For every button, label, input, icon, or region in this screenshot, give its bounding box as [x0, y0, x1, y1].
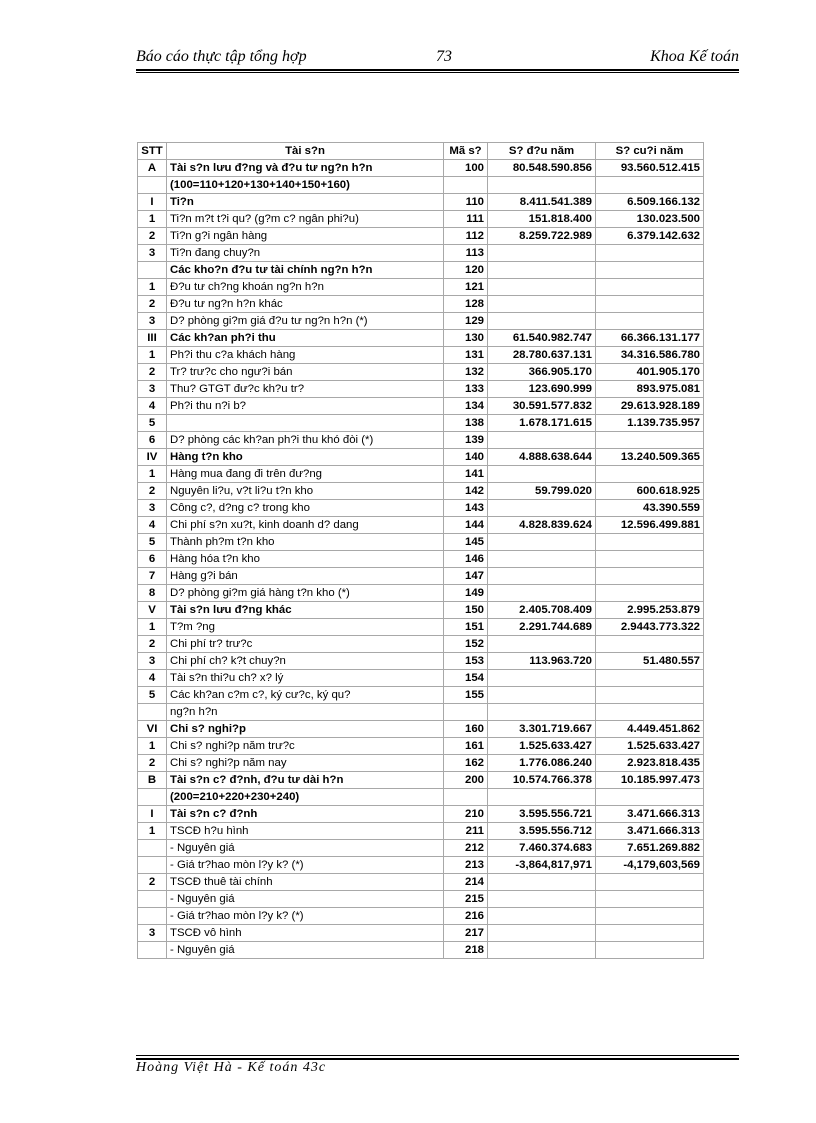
table-row — [138, 330, 704, 347]
row-code: 211 — [444, 823, 488, 840]
row-code: 161 — [444, 738, 488, 755]
row-start-value — [488, 432, 596, 449]
row-stt — [138, 262, 167, 279]
table-row — [138, 517, 704, 534]
row-end-value: 6.379.142.632 — [596, 228, 704, 245]
row-start-value: 28.780.637.131 — [488, 347, 596, 364]
row-code: 141 — [444, 466, 488, 483]
row-asset-name: Nguyên li?u, v?t li?u t?n kho — [167, 483, 444, 500]
balance-sheet-table — [137, 142, 704, 959]
row-stt: B — [138, 772, 167, 789]
table-row — [138, 908, 704, 925]
row-stt: 4 — [138, 398, 167, 415]
row-code: 214 — [444, 874, 488, 891]
column-header-start-year: S? đ?u năm — [488, 143, 596, 160]
row-code: 149 — [444, 585, 488, 602]
row-start-value — [488, 908, 596, 925]
row-start-value — [488, 874, 596, 891]
row-asset-name: Ph?i thu n?i b? — [167, 398, 444, 415]
row-start-value — [488, 500, 596, 517]
table-row — [138, 840, 704, 857]
row-start-value — [488, 279, 596, 296]
row-start-value: 1.776.086.240 — [488, 755, 596, 772]
row-end-value — [596, 789, 704, 806]
row-stt — [138, 789, 167, 806]
row-end-value — [596, 908, 704, 925]
table-row — [138, 755, 704, 772]
row-end-value — [596, 534, 704, 551]
row-code: 217 — [444, 925, 488, 942]
row-code — [444, 704, 488, 721]
row-asset-name: TSCĐ h?u hình — [167, 823, 444, 840]
row-start-value: 59.799.020 — [488, 483, 596, 500]
row-start-value — [488, 177, 596, 194]
row-stt: 2 — [138, 636, 167, 653]
row-end-value — [596, 942, 704, 959]
row-asset-name: Tr? trư?c cho ngư?i bán — [167, 364, 444, 381]
row-code: 142 — [444, 483, 488, 500]
table-row — [138, 670, 704, 687]
row-start-value: -3,864,817,971 — [488, 857, 596, 874]
table-row — [138, 551, 704, 568]
row-end-value — [596, 245, 704, 262]
row-end-value: 893.975.081 — [596, 381, 704, 398]
table-row — [138, 228, 704, 245]
table-row — [138, 398, 704, 415]
row-stt: 2 — [138, 228, 167, 245]
row-stt: 2 — [138, 874, 167, 891]
table-row — [138, 313, 704, 330]
row-asset-name: Ti?n — [167, 194, 444, 211]
row-start-value: 8.411.541.389 — [488, 194, 596, 211]
row-code: 111 — [444, 211, 488, 228]
row-code: 152 — [444, 636, 488, 653]
row-stt: 1 — [138, 823, 167, 840]
table-row — [138, 262, 704, 279]
row-asset-name: Hàng t?n kho — [167, 449, 444, 466]
table-row — [138, 602, 704, 619]
row-stt: 5 — [138, 687, 167, 704]
header-page-number: 73 — [436, 48, 452, 65]
row-asset-name: Tài s?n thi?u ch? x? lý — [167, 670, 444, 687]
row-stt: 3 — [138, 925, 167, 942]
column-header-stt: STT — [138, 143, 167, 160]
row-asset-name: Chi s? nghi?p — [167, 721, 444, 738]
row-start-value — [488, 891, 596, 908]
row-code: 131 — [444, 347, 488, 364]
row-stt: 8 — [138, 585, 167, 602]
row-code: 150 — [444, 602, 488, 619]
row-start-value: 1.525.633.427 — [488, 738, 596, 755]
table-row — [138, 415, 704, 432]
row-stt: 2 — [138, 296, 167, 313]
header-report-title: Báo cáo thực tập tổng hợp — [136, 48, 307, 65]
row-end-value: 13.240.509.365 — [596, 449, 704, 466]
row-asset-name: Chi s? nghi?p năm nay — [167, 755, 444, 772]
row-end-value: 401.905.170 — [596, 364, 704, 381]
row-end-value — [596, 296, 704, 313]
row-start-value: 123.690.999 — [488, 381, 596, 398]
row-end-value — [596, 585, 704, 602]
table-row — [138, 806, 704, 823]
row-asset-name: Tài s?n lưu đ?ng khác — [167, 602, 444, 619]
row-end-value: 2.995.253.879 — [596, 602, 704, 619]
row-end-value: 66.366.131.177 — [596, 330, 704, 347]
row-asset-name: Hàng hóa t?n kho — [167, 551, 444, 568]
table-row — [138, 483, 704, 500]
table-row — [138, 381, 704, 398]
row-stt: III — [138, 330, 167, 347]
row-end-value: 93.560.512.415 — [596, 160, 704, 177]
row-code: 120 — [444, 262, 488, 279]
row-code — [444, 177, 488, 194]
row-asset-name: TSCĐ thuê tài chính — [167, 874, 444, 891]
row-stt: 7 — [138, 568, 167, 585]
row-stt: VI — [138, 721, 167, 738]
row-end-value — [596, 704, 704, 721]
row-end-value — [596, 313, 704, 330]
table-row — [138, 568, 704, 585]
table-row — [138, 432, 704, 449]
row-asset-name: Ti?n m?t t?i qu? (g?m c? ngân phi?u) — [167, 211, 444, 228]
row-start-value: 366.905.170 — [488, 364, 596, 381]
row-start-value: 2.291.744.689 — [488, 619, 596, 636]
row-stt: 6 — [138, 551, 167, 568]
row-asset-name: Hàng mua đang đi trên đư?ng — [167, 466, 444, 483]
row-asset-name: - Giá tr?hao mòn l?y k? (*) — [167, 908, 444, 925]
table-row — [138, 942, 704, 959]
row-asset-name: Ph?i thu c?a khách hàng — [167, 347, 444, 364]
table-row — [138, 364, 704, 381]
row-code: 138 — [444, 415, 488, 432]
table-row — [138, 636, 704, 653]
row-end-value: 6.509.166.132 — [596, 194, 704, 211]
row-stt: 3 — [138, 500, 167, 517]
row-start-value: 3.301.719.667 — [488, 721, 596, 738]
row-start-value: 4.828.839.624 — [488, 517, 596, 534]
row-code — [444, 789, 488, 806]
column-header-asset: Tài s?n — [167, 143, 444, 160]
row-end-value — [596, 925, 704, 942]
row-start-value — [488, 942, 596, 959]
row-code: 200 — [444, 772, 488, 789]
row-asset-name: D? phòng gi?m giá hàng t?n kho (*) — [167, 585, 444, 602]
row-asset-name: T?m ?ng — [167, 619, 444, 636]
row-code: 213 — [444, 857, 488, 874]
row-start-value: 80.548.590.856 — [488, 160, 596, 177]
row-stt — [138, 942, 167, 959]
header-rule-top — [136, 69, 739, 71]
row-stt: IV — [138, 449, 167, 466]
row-asset-name: Thành ph?m t?n kho — [167, 534, 444, 551]
row-start-value: 113.963.720 — [488, 653, 596, 670]
row-start-value: 3.595.556.721 — [488, 806, 596, 823]
row-end-value: 1.139.735.957 — [596, 415, 704, 432]
row-code: 144 — [444, 517, 488, 534]
row-code: 110 — [444, 194, 488, 211]
row-start-value — [488, 687, 596, 704]
row-asset-name: Chi s? nghi?p năm trư?c — [167, 738, 444, 755]
row-end-value: 4.449.451.862 — [596, 721, 704, 738]
row-asset-name: ng?n h?n — [167, 704, 444, 721]
row-end-value: 1.525.633.427 — [596, 738, 704, 755]
row-start-value — [488, 670, 596, 687]
row-start-value: 2.405.708.409 — [488, 602, 596, 619]
row-start-value — [488, 313, 596, 330]
row-stt: 1 — [138, 347, 167, 364]
row-code: 147 — [444, 568, 488, 585]
row-asset-name: Tài s?n c? đ?nh, đ?u tư dài h?n — [167, 772, 444, 789]
row-end-value — [596, 687, 704, 704]
table-row — [138, 891, 704, 908]
table-row — [138, 177, 704, 194]
row-asset-name: Chi phí ch? k?t chuy?n — [167, 653, 444, 670]
row-code: 121 — [444, 279, 488, 296]
row-stt: 2 — [138, 755, 167, 772]
row-start-value: 3.595.556.712 — [488, 823, 596, 840]
table-row — [138, 466, 704, 483]
table-row — [138, 619, 704, 636]
row-stt — [138, 840, 167, 857]
row-start-value — [488, 245, 596, 262]
row-start-value — [488, 925, 596, 942]
row-asset-name: Ti?n g?i ngân hàng — [167, 228, 444, 245]
row-stt — [138, 857, 167, 874]
row-end-value — [596, 432, 704, 449]
row-asset-name: (200=210+220+230+240) — [167, 789, 444, 806]
row-stt: 1 — [138, 466, 167, 483]
row-end-value: 34.316.586.780 — [596, 347, 704, 364]
row-asset-name: D? phòng các kh?an ph?i thu khó đòi (*) — [167, 432, 444, 449]
table-row — [138, 704, 704, 721]
table-row — [138, 738, 704, 755]
row-end-value: 43.390.559 — [596, 500, 704, 517]
row-start-value — [488, 789, 596, 806]
row-end-value — [596, 670, 704, 687]
table-row — [138, 279, 704, 296]
row-asset-name: TSCĐ vô hình — [167, 925, 444, 942]
row-asset-name: - Nguyên giá — [167, 891, 444, 908]
table-header-row — [138, 143, 704, 160]
row-code: 140 — [444, 449, 488, 466]
row-end-value — [596, 891, 704, 908]
row-code: 129 — [444, 313, 488, 330]
row-asset-name: Chi phí tr? trư?c — [167, 636, 444, 653]
row-asset-name: Chi phí s?n xu?t, kinh doanh d? dang — [167, 517, 444, 534]
table-row — [138, 772, 704, 789]
table-row — [138, 585, 704, 602]
row-start-value: 4.888.638.644 — [488, 449, 596, 466]
row-end-value: 29.613.928.189 — [596, 398, 704, 415]
row-stt: 4 — [138, 517, 167, 534]
row-stt: 1 — [138, 738, 167, 755]
table-row — [138, 721, 704, 738]
table-row — [138, 245, 704, 262]
row-end-value: 3.471.666.313 — [596, 806, 704, 823]
column-header-code: Mã s? — [444, 143, 488, 160]
row-code: 130 — [444, 330, 488, 347]
row-asset-name: Tài s?n c? đ?nh — [167, 806, 444, 823]
row-code: 133 — [444, 381, 488, 398]
table-row — [138, 500, 704, 517]
table-row — [138, 534, 704, 551]
row-end-value: 600.618.925 — [596, 483, 704, 500]
row-code: 132 — [444, 364, 488, 381]
row-code: 146 — [444, 551, 488, 568]
row-asset-name: - Nguyên giá — [167, 942, 444, 959]
row-start-value — [488, 551, 596, 568]
row-start-value: 10.574.766.378 — [488, 772, 596, 789]
row-stt: I — [138, 806, 167, 823]
row-stt: 1 — [138, 211, 167, 228]
row-asset-name: Ti?n đang chuy?n — [167, 245, 444, 262]
row-asset-name — [167, 415, 444, 432]
row-start-value: 1.678.171.615 — [488, 415, 596, 432]
row-asset-name: Hàng g?i bán — [167, 568, 444, 585]
table-row — [138, 874, 704, 891]
row-stt: 3 — [138, 245, 167, 262]
balance-sheet-body — [138, 160, 704, 959]
row-code: 143 — [444, 500, 488, 517]
row-end-value — [596, 568, 704, 585]
row-start-value — [488, 636, 596, 653]
row-asset-name: - Nguyên giá — [167, 840, 444, 857]
row-start-value: 8.259.722.989 — [488, 228, 596, 245]
row-start-value — [488, 534, 596, 551]
row-start-value — [488, 568, 596, 585]
header-department: Khoa Kế toán — [650, 48, 739, 65]
row-asset-name: Các kho?n đ?u tư tài chính ng?n h?n — [167, 262, 444, 279]
row-stt: 1 — [138, 619, 167, 636]
row-stt: I — [138, 194, 167, 211]
row-asset-name: (100=110+120+130+140+150+160) — [167, 177, 444, 194]
row-code: 153 — [444, 653, 488, 670]
row-asset-name: D? phòng gi?m giá đ?u tư ng?n h?n (*) — [167, 313, 444, 330]
row-stt: 5 — [138, 534, 167, 551]
row-asset-name: Công c?, d?ng c? trong kho — [167, 500, 444, 517]
row-asset-name: Thu? GTGT đư?c kh?u tr? — [167, 381, 444, 398]
row-end-value: -4,179,603,569 — [596, 857, 704, 874]
row-code: 215 — [444, 891, 488, 908]
footer-rule-top — [136, 1055, 739, 1056]
row-code: 134 — [444, 398, 488, 415]
row-code: 218 — [444, 942, 488, 959]
row-stt: 4 — [138, 670, 167, 687]
table-row — [138, 449, 704, 466]
row-end-value: 3.471.666.313 — [596, 823, 704, 840]
row-asset-name: Đ?u tư ch?ng khoán ng?n h?n — [167, 279, 444, 296]
table-row — [138, 823, 704, 840]
row-end-value — [596, 177, 704, 194]
row-code: 151 — [444, 619, 488, 636]
row-start-value: 151.818.400 — [488, 211, 596, 228]
row-stt: 3 — [138, 313, 167, 330]
row-end-value — [596, 466, 704, 483]
table-row — [138, 160, 704, 177]
table-row — [138, 857, 704, 874]
row-stt: V — [138, 602, 167, 619]
row-stt — [138, 908, 167, 925]
column-header-end-year: S? cu?i năm — [596, 143, 704, 160]
row-asset-name: Tài s?n lưu đ?ng và đ?u tư ng?n h?n — [167, 160, 444, 177]
row-end-value: 2.9443.773.322 — [596, 619, 704, 636]
row-stt: 5 — [138, 415, 167, 432]
row-end-value: 130.023.500 — [596, 211, 704, 228]
row-code: 100 — [444, 160, 488, 177]
row-start-value — [488, 262, 596, 279]
row-code: 145 — [444, 534, 488, 551]
row-code: 154 — [444, 670, 488, 687]
row-start-value: 61.540.982.747 — [488, 330, 596, 347]
row-end-value: 51.480.557 — [596, 653, 704, 670]
row-end-value: 10.185.997.473 — [596, 772, 704, 789]
row-start-value — [488, 296, 596, 313]
row-code: 210 — [444, 806, 488, 823]
row-stt — [138, 891, 167, 908]
row-stt: 2 — [138, 364, 167, 381]
row-stt — [138, 177, 167, 194]
row-code: 216 — [444, 908, 488, 925]
row-end-value — [596, 262, 704, 279]
row-start-value: 30.591.577.832 — [488, 398, 596, 415]
table-row — [138, 653, 704, 670]
row-asset-name: Đ?u tư ng?n h?n khác — [167, 296, 444, 313]
row-asset-name: Các kh?an c?m c?, ký cư?c, ký qu? — [167, 687, 444, 704]
row-start-value — [488, 585, 596, 602]
row-end-value: 7.651.269.882 — [596, 840, 704, 857]
row-end-value: 12.596.499.881 — [596, 517, 704, 534]
row-code: 113 — [444, 245, 488, 262]
table-row — [138, 789, 704, 806]
row-code: 212 — [444, 840, 488, 857]
row-stt: A — [138, 160, 167, 177]
table-row — [138, 211, 704, 228]
row-stt: 1 — [138, 279, 167, 296]
row-stt: 3 — [138, 381, 167, 398]
row-code: 128 — [444, 296, 488, 313]
row-code: 162 — [444, 755, 488, 772]
row-asset-name: Các kh?an ph?i thu — [167, 330, 444, 347]
row-end-value — [596, 551, 704, 568]
row-asset-name: - Giá tr?hao mòn l?y k? (*) — [167, 857, 444, 874]
table-row — [138, 296, 704, 313]
table-row — [138, 194, 704, 211]
row-code: 112 — [444, 228, 488, 245]
row-code: 139 — [444, 432, 488, 449]
table-row — [138, 925, 704, 942]
page-header — [136, 48, 739, 70]
row-end-value — [596, 874, 704, 891]
table-row — [138, 687, 704, 704]
row-stt: 3 — [138, 653, 167, 670]
table-row — [138, 347, 704, 364]
row-end-value — [596, 279, 704, 296]
row-start-value — [488, 466, 596, 483]
row-stt: 6 — [138, 432, 167, 449]
row-end-value: 2.923.818.435 — [596, 755, 704, 772]
header-rule-bottom — [136, 72, 739, 73]
row-start-value: 7.460.374.683 — [488, 840, 596, 857]
row-stt: 2 — [138, 483, 167, 500]
row-start-value — [488, 704, 596, 721]
row-end-value — [596, 636, 704, 653]
row-code: 160 — [444, 721, 488, 738]
footer-author: Hoàng Việt Hà - Kế toán 43c — [136, 1060, 327, 1075]
row-stt — [138, 704, 167, 721]
row-code: 155 — [444, 687, 488, 704]
